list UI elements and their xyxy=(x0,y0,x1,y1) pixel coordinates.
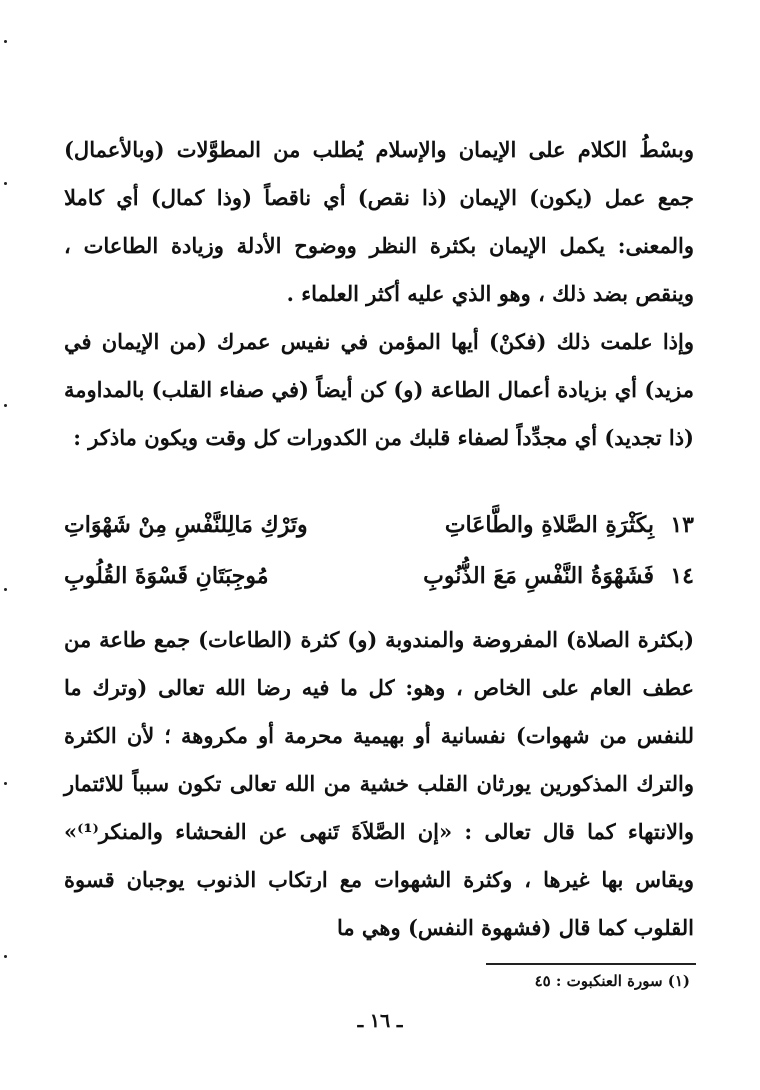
footnote: (١) سورة العنكبوت : ٤٥ xyxy=(534,972,690,990)
margin-dot xyxy=(4,588,7,591)
verse-number: ١٤ xyxy=(670,563,694,589)
verse-first-hemistich: فَشَهْوَةُ النَّفْسِ مَعَ الذُّنُوبِ xyxy=(423,563,654,589)
verse-number: ١٣ xyxy=(670,512,694,538)
page-number: ـ ١٦ ـ xyxy=(357,1010,403,1032)
paragraph-2 xyxy=(64,318,694,462)
paragraph-2-text: وإذا علمت ذلك (فكنْ) أيها المؤمن في نفيس عمرك (من الإيمان في مزيد) أي بزيادة أعمال الطاعة (و) كن أيضاً (في صفاء القلب) بالمداومة (ذا تجديد) أي مجدِّداً لصفاء قلبك من الكدورات كل وقت ويكون ماذكر : xyxy=(64,329,694,450)
margin-dot xyxy=(4,40,7,43)
margin-dot xyxy=(4,404,7,407)
margin-dot xyxy=(4,955,7,958)
paragraph-3 xyxy=(64,616,694,952)
paragraph-1 xyxy=(64,126,694,318)
verse-second-hemistich: مُوجِبَتَانِ قَسْوَةَ القُلُوبِ xyxy=(64,563,269,589)
footnote-divider xyxy=(486,963,696,965)
verse-first-hemistich: بِكَثْرَةِ الصَّلاةِ والطَّاعَاتِ xyxy=(444,512,654,538)
paragraph-1-text: وبسْطُ الكلام على الإيمان والإسلام يُطلب من المطوَّلات (وبالأعمال) جمع عمل (يكون) الإيمان (ذا نقص) أي ناقصاً (وذا كمال) أي كاملا والمعنى: يكمل الإيمان بكثرة النظر ووضوح الأدلة وزيادة الطاعات ، وينقص بضد ذلك ، وهو الذي عليه أكثر العلماء . xyxy=(64,137,694,306)
verse-second-hemistich: وتَرْكِ مَالِلنَّفْسِ مِنْ شَهْوَاتِ xyxy=(64,512,308,538)
margin-dot xyxy=(4,182,7,185)
verse-13 xyxy=(64,505,694,545)
paragraph-3-text: (بكثرة الصلاة) المفروضة والمندوبة (و) كثرة (الطاعات) جمع طاعة من عطف العام على الخاص ، وهو: كل ما فيه رضا الله تعالى (وترك ما للنفس من شهوات) نفسانية أو بهيمية محرمة أو مكروهة ؛ لأن الكثرة والترك المذكورين يورثان القلب خشية من الله تعالى تكون سبباً للائتمار والانتهاء كما قال تعالى : «إن الصَّلاَةَ تَنهى عن الفحشاء والمنكر⁽¹⁾» ويقاس بها غيرها ، وكثرة الشهوات مع ارتكاب الذنوب يوجبان قسوة القلوب كما قال (فشهوة النفس) وهي ما xyxy=(64,627,694,940)
margin-dot xyxy=(4,782,7,785)
verse-14 xyxy=(64,556,694,596)
